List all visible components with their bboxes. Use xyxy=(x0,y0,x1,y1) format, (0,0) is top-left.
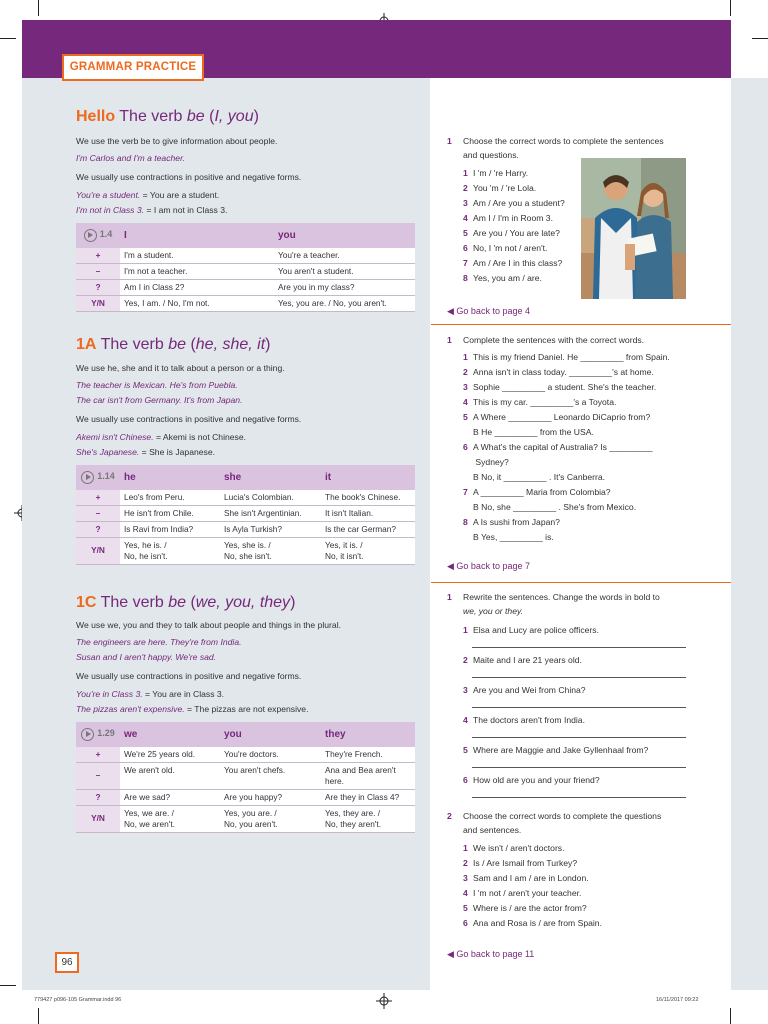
answer-line[interactable] xyxy=(472,707,686,708)
exercise-item xyxy=(463,745,648,756)
section-title: 1A The verb be (he, she, it) xyxy=(76,336,271,353)
exercise-item xyxy=(463,213,553,224)
crop-mark xyxy=(0,38,16,39)
photo-students xyxy=(581,158,686,299)
example: The engineers are here. They're from India. xyxy=(76,637,242,647)
exercise-item xyxy=(463,873,589,884)
exercise-item xyxy=(463,382,656,393)
exercise-item xyxy=(463,532,554,543)
exercise-item xyxy=(463,625,599,636)
play-icon xyxy=(81,471,94,484)
answer-line[interactable] xyxy=(472,677,686,678)
item-text: Am / Are I in this class? xyxy=(473,258,563,268)
exercise-item xyxy=(463,273,542,284)
item-text: Sophie _________ a student. She's the teacher. xyxy=(473,382,657,392)
item-number: 8 xyxy=(463,517,468,527)
item-text: Anna isn't in class today. _________'s at home. xyxy=(473,367,654,377)
exercise-item xyxy=(463,258,562,269)
item-text: Are you and Wei from China? xyxy=(473,685,586,695)
section-label: GRAMMAR PRACTICE xyxy=(62,54,204,81)
exercise-item xyxy=(463,487,611,498)
example: You're in Class 3. = You are in Class 3. xyxy=(76,689,225,699)
example: Susan and I aren't happy. We're sad. xyxy=(76,652,217,662)
exercise-item xyxy=(463,457,509,468)
divider xyxy=(431,582,731,583)
exercise-item xyxy=(463,367,654,378)
item-text: Am / Are you a student? xyxy=(473,198,565,208)
rule-text: We usually use contractions in positive and negative forms. xyxy=(76,172,302,182)
exercise-instruction: 1 Complete the sentences with the correct words. xyxy=(447,335,645,345)
example: You're a student. = You are a student. xyxy=(76,190,220,200)
exercise-item xyxy=(463,442,652,453)
item-number: 5 xyxy=(463,412,468,422)
exercise-item xyxy=(463,168,528,179)
answer-line[interactable] xyxy=(472,797,686,798)
item-number: 6 xyxy=(463,442,468,452)
exercise-item xyxy=(463,228,560,239)
item-text: We isn't / aren't doctors. xyxy=(473,843,565,853)
item-number: 1 xyxy=(463,168,468,178)
rule-text: We use he, she and it to talk about a person or a thing. xyxy=(76,363,285,373)
answer-line[interactable] xyxy=(472,767,686,768)
example: The car isn't from Germany. It's from Japan. xyxy=(76,395,243,405)
item-text: I 'm not / aren't your teacher. xyxy=(473,888,582,898)
item-text: Ana and Rosa is / are from Spain. xyxy=(473,918,602,928)
page-number: 96 xyxy=(55,952,79,973)
crop-mark xyxy=(38,1008,39,1024)
play-icon xyxy=(81,728,94,741)
item-text: Where is / are the actor from? xyxy=(473,903,587,913)
item-number: 6 xyxy=(463,918,468,928)
side-strip xyxy=(731,78,768,990)
item-text: B He _________ from the USA. xyxy=(473,427,594,437)
exercise-instruction: 1 Rewrite the sentences. Change the words in bold to xyxy=(447,592,660,602)
item-text: Yes, you am / are. xyxy=(473,273,542,283)
item-text: No, I 'm not / aren't. xyxy=(473,243,548,253)
item-text: B Yes, _________ is. xyxy=(473,532,554,542)
item-number: 1 xyxy=(463,843,468,853)
item-text: A Where _________ Leonardo DiCaprio from? xyxy=(473,412,651,422)
item-number: 3 xyxy=(463,873,468,883)
item-text: I 'm / 're Harry. xyxy=(473,168,529,178)
item-text: Sydney? xyxy=(473,457,509,467)
exercise-item xyxy=(463,502,636,513)
exercise-item xyxy=(463,472,605,483)
item-number: 8 xyxy=(463,273,468,283)
item-number: 2 xyxy=(463,655,468,665)
section-title: Hello The verb be (I, you) xyxy=(76,108,259,125)
item-number: 4 xyxy=(463,397,468,407)
item-number: 6 xyxy=(463,775,468,785)
go-back-link[interactable]: ◀ Go back to page 7 xyxy=(447,561,530,571)
exercise-item xyxy=(463,243,547,254)
footer-date: 16/11/2017 09:22 xyxy=(656,997,699,1003)
item-text: How old are you and your friend? xyxy=(473,775,600,785)
item-text: A _________ Maria from Colombia? xyxy=(473,487,611,497)
footer-file: 779427 p096-105 Grammar.indd 96 xyxy=(34,997,122,1003)
item-text: You 'm / 're Lola. xyxy=(473,183,537,193)
item-text: The doctors aren't from India. xyxy=(473,715,585,725)
item-text: Elsa and Lucy are police officers. xyxy=(473,625,599,635)
divider xyxy=(431,324,731,325)
exercise-item xyxy=(463,183,536,194)
grammar-table: 1.14 he she it + Leo's from Peru. Lucia's Colombian. The book's Chinese. – He isn't from Chile. She isn't Argentinian. It isn't Italian. ? Is Ravi from India? Is Ayla Turkish? Is the car German? Y/N Yes, he is. / No, he isn't. Yes, she is. / No, she isn't. Yes, it is. / No, it isn't. xyxy=(76,465,415,565)
item-number: 3 xyxy=(463,382,468,392)
item-text: B No, she _________ . She's from Mexico. xyxy=(473,502,637,512)
exercise-item xyxy=(463,397,616,408)
item-number: 2 xyxy=(463,858,468,868)
item-text: A Is sushi from Japan? xyxy=(473,517,560,527)
example: I'm not in Class 3. = I am not in Class 3. xyxy=(76,205,228,215)
item-text: Are you / You are late? xyxy=(473,228,560,238)
section-title: 1C The verb be (we, you, they) xyxy=(76,594,296,611)
item-text: Am I / I'm in Room 3. xyxy=(473,213,553,223)
exercise-item xyxy=(463,715,585,726)
exercise-item xyxy=(463,918,602,929)
audio-track[interactable]: 1.14 xyxy=(81,471,115,484)
example: Akemi isn't Chinese. = Akemi is not Chinese. xyxy=(76,432,247,442)
rule-text: We use we, you and they to talk about people and things in the plural. xyxy=(76,620,341,630)
play-icon xyxy=(84,229,97,242)
exercise-item xyxy=(463,903,587,914)
rule-text: We usually use contractions in positive and negative forms. xyxy=(76,671,302,681)
exercise-instruction: 1 Choose the correct words to complete the sentences xyxy=(447,136,664,146)
audio-track[interactable]: 1.29 xyxy=(81,728,115,741)
exercise-item xyxy=(463,198,565,209)
exercise-item xyxy=(463,858,577,869)
item-text: Sam and I am / are in London. xyxy=(473,873,589,883)
item-number: 5 xyxy=(463,228,468,238)
crop-mark xyxy=(0,985,16,986)
exercise-item xyxy=(463,888,581,899)
exercise-item xyxy=(463,685,586,696)
item-text: Maite and I are 21 years old. xyxy=(473,655,582,665)
crop-mark xyxy=(752,38,768,39)
item-number: 1 xyxy=(463,625,468,635)
item-number: 7 xyxy=(463,487,468,497)
crop-mark xyxy=(38,0,39,16)
grammar-table: 1.4 I you + I'm a student. You're a teacher. – I'm not a teacher. You aren't a student. ? Am I in Class 2? Are you in my class? Y/N Yes, I am. / No, I'm not. Yes, you are. / No, you aren't. xyxy=(76,223,415,312)
exercise-instruction: 2 Choose the correct words to complete the questions xyxy=(447,811,662,821)
example: She's Japanese. = She is Japanese. xyxy=(76,447,216,457)
answer-line[interactable] xyxy=(472,647,686,648)
exercise-item xyxy=(463,352,670,363)
go-back-link[interactable]: ◀ Go back to page 4 xyxy=(447,306,530,316)
item-number: 3 xyxy=(463,198,468,208)
item-number: 2 xyxy=(463,367,468,377)
item-number: 3 xyxy=(463,685,468,695)
audio-track[interactable]: 1.4 xyxy=(84,229,113,242)
exercise-item xyxy=(463,843,565,854)
item-number: 5 xyxy=(463,745,468,755)
item-text: This is my friend Daniel. He _________ from Spain. xyxy=(473,352,670,362)
item-number: 4 xyxy=(463,213,468,223)
exercise-instruction: we, you or they. xyxy=(463,606,524,616)
exercise-item xyxy=(463,412,650,423)
item-text: B No, it _________ . It's Canberra. xyxy=(473,472,606,482)
exercise-item xyxy=(463,427,594,438)
crop-mark xyxy=(730,1008,731,1024)
item-number: 6 xyxy=(463,243,468,253)
item-number: 5 xyxy=(463,903,468,913)
item-number: 7 xyxy=(463,258,468,268)
item-text: Where are Maggie and Jake Gyllenhaal from? xyxy=(473,745,649,755)
example: I'm Carlos and I'm a teacher. xyxy=(76,153,185,163)
item-number: 4 xyxy=(463,888,468,898)
item-number: 1 xyxy=(463,352,468,362)
item-number: 4 xyxy=(463,715,468,725)
go-back-link[interactable]: ◀ Go back to page 11 xyxy=(447,949,535,959)
exercise-item xyxy=(463,517,560,528)
exercise-instruction: and sentences. xyxy=(463,825,522,835)
exercise-item xyxy=(463,775,600,786)
example: The pizzas aren't expensive. = The pizzas are not expensive. xyxy=(76,704,309,714)
item-text: Is / Are Ismail from Turkey? xyxy=(473,858,578,868)
item-text: This is my car. _________'s a Toyota. xyxy=(473,397,617,407)
grammar-table: 1.29 we you they + We're 25 years old. You're doctors. They're French. – We aren't old. You aren't chefs. Ana and Bea aren't here. ? Are we sad? Are you happy? Are they in Class 4? Y/N Yes, we are. / No, we aren't. Yes, you are. / No, you aren't. Yes, they are. / No, they aren't. xyxy=(76,722,415,833)
exercise-item xyxy=(463,655,582,666)
crop-mark xyxy=(730,0,731,16)
example: The teacher is Mexican. He's from Puebla. xyxy=(76,380,238,390)
rule-text: We use the verb be to give information about people. xyxy=(76,136,278,146)
rule-text: We usually use contractions in positive and negative forms. xyxy=(76,414,302,424)
item-text: A What's the capital of Australia? Is _________ xyxy=(473,442,653,452)
exercise-instruction: and questions. xyxy=(463,150,519,160)
item-number: 2 xyxy=(463,183,468,193)
registration-mark-icon xyxy=(376,993,392,1009)
answer-line[interactable] xyxy=(472,737,686,738)
